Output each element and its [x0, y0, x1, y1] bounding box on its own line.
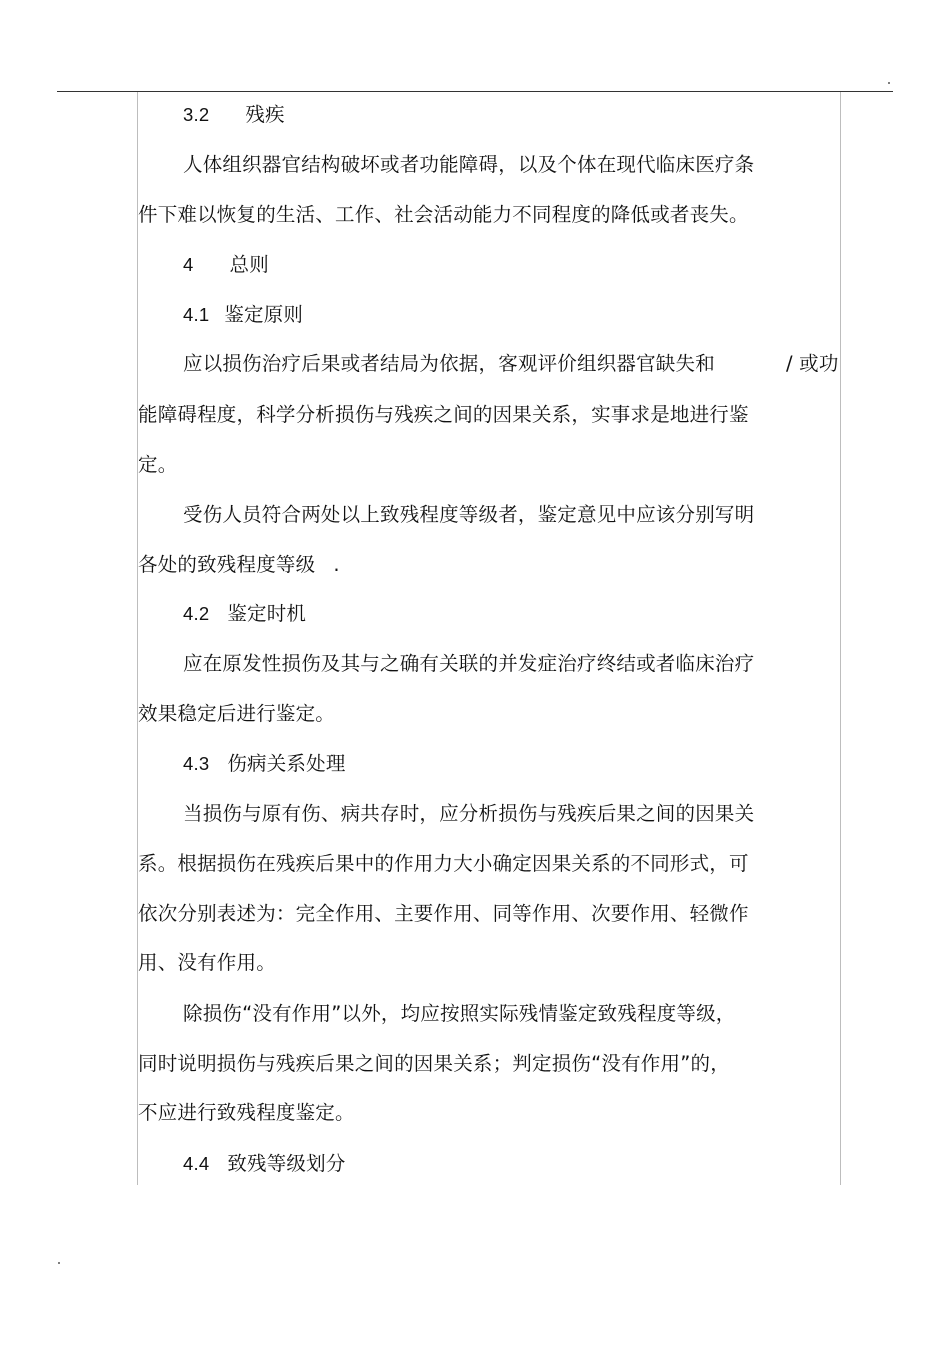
paragraph-line: 受伤人员符合两处以上致残程度等级者，鉴定意见中应该分别写明 [183, 503, 755, 526]
paragraph-line: 效果稳定后进行鉴定。 [138, 702, 336, 725]
paragraph-line: 用、没有作用。 [138, 951, 276, 974]
heading-4-2 [183, 602, 306, 626]
paragraph-line: 不应进行致残程度鉴定。 [138, 1101, 355, 1124]
period-mark: . [333, 553, 340, 576]
paragraph-line: 能障碍程度，科学分析损伤与残疾之间的因果关系，实事求是地进行鉴 [138, 403, 749, 426]
paragraph-line: 人体组织器官结构破坏或者功能障碍，以及个体在现代临床医疗条 [183, 153, 755, 176]
paragraph-line: 除损伤“没有作用”以外，均应按照实际残情鉴定致残程度等级， [183, 1002, 736, 1025]
paragraph-line: 定。 [138, 453, 178, 476]
heading-title: 鉴定原则 [224, 303, 304, 326]
heading-4-4 [183, 1152, 346, 1176]
heading-title: 鉴定时机 [227, 602, 307, 625]
paragraph-line: 应以损伤治疗后果或者结局为依据，客观评价组织器官缺失和 [183, 352, 715, 375]
paragraph-line: 当损伤与原有伤、病共存时，应分析损伤与残疾后果之间的因果关 [183, 802, 755, 825]
paragraph-line: 应在原发性损伤及其与之确有关联的并发症治疗终结或者临床治疗 [183, 652, 755, 675]
heading-title: 总则 [229, 253, 269, 276]
top-right-dot [888, 82, 890, 84]
header-rule [57, 91, 893, 92]
heading-title: 致残等级划分 [227, 1152, 346, 1175]
heading-number: 4 [183, 254, 194, 275]
paragraph-line: 件下难以恢复的生活、工作、社会活动能力不同程度的降低或者丧失。 [138, 203, 749, 226]
bottom-left-dot [58, 1262, 60, 1264]
paragraph-line-fragment: / 或功 [786, 352, 839, 375]
heading-4-1 [183, 303, 303, 327]
paragraph-line: 同时说明损伤与残疾后果之间的因果关系；判定损伤“没有作用”的， [138, 1052, 730, 1075]
paragraph-text: 各处的致残程度等级 [138, 553, 316, 576]
paragraph-line: 依次分别表述为：完全作用、主要作用、同等作用、次要作用、轻微作 [138, 902, 749, 925]
heading-number: 4.1 [183, 304, 210, 325]
heading-number: 4.3 [183, 753, 210, 774]
heading-number: 4.4 [183, 1153, 210, 1174]
paragraph-line: 系。根据损伤在残疾后果中的作用力大小确定因果关系的不同形式，可 [138, 852, 749, 875]
left-margin-line [137, 92, 138, 1185]
heading-number: 3.2 [183, 104, 210, 125]
heading-title: 残疾 [245, 103, 285, 126]
heading-4-3 [183, 752, 346, 776]
heading-number: 4.2 [183, 603, 210, 624]
heading-3-2 [183, 103, 285, 127]
heading-4 [183, 253, 269, 277]
right-margin-line [840, 92, 841, 1185]
heading-title: 伤病关系处理 [227, 752, 346, 775]
paragraph-line [138, 553, 340, 577]
